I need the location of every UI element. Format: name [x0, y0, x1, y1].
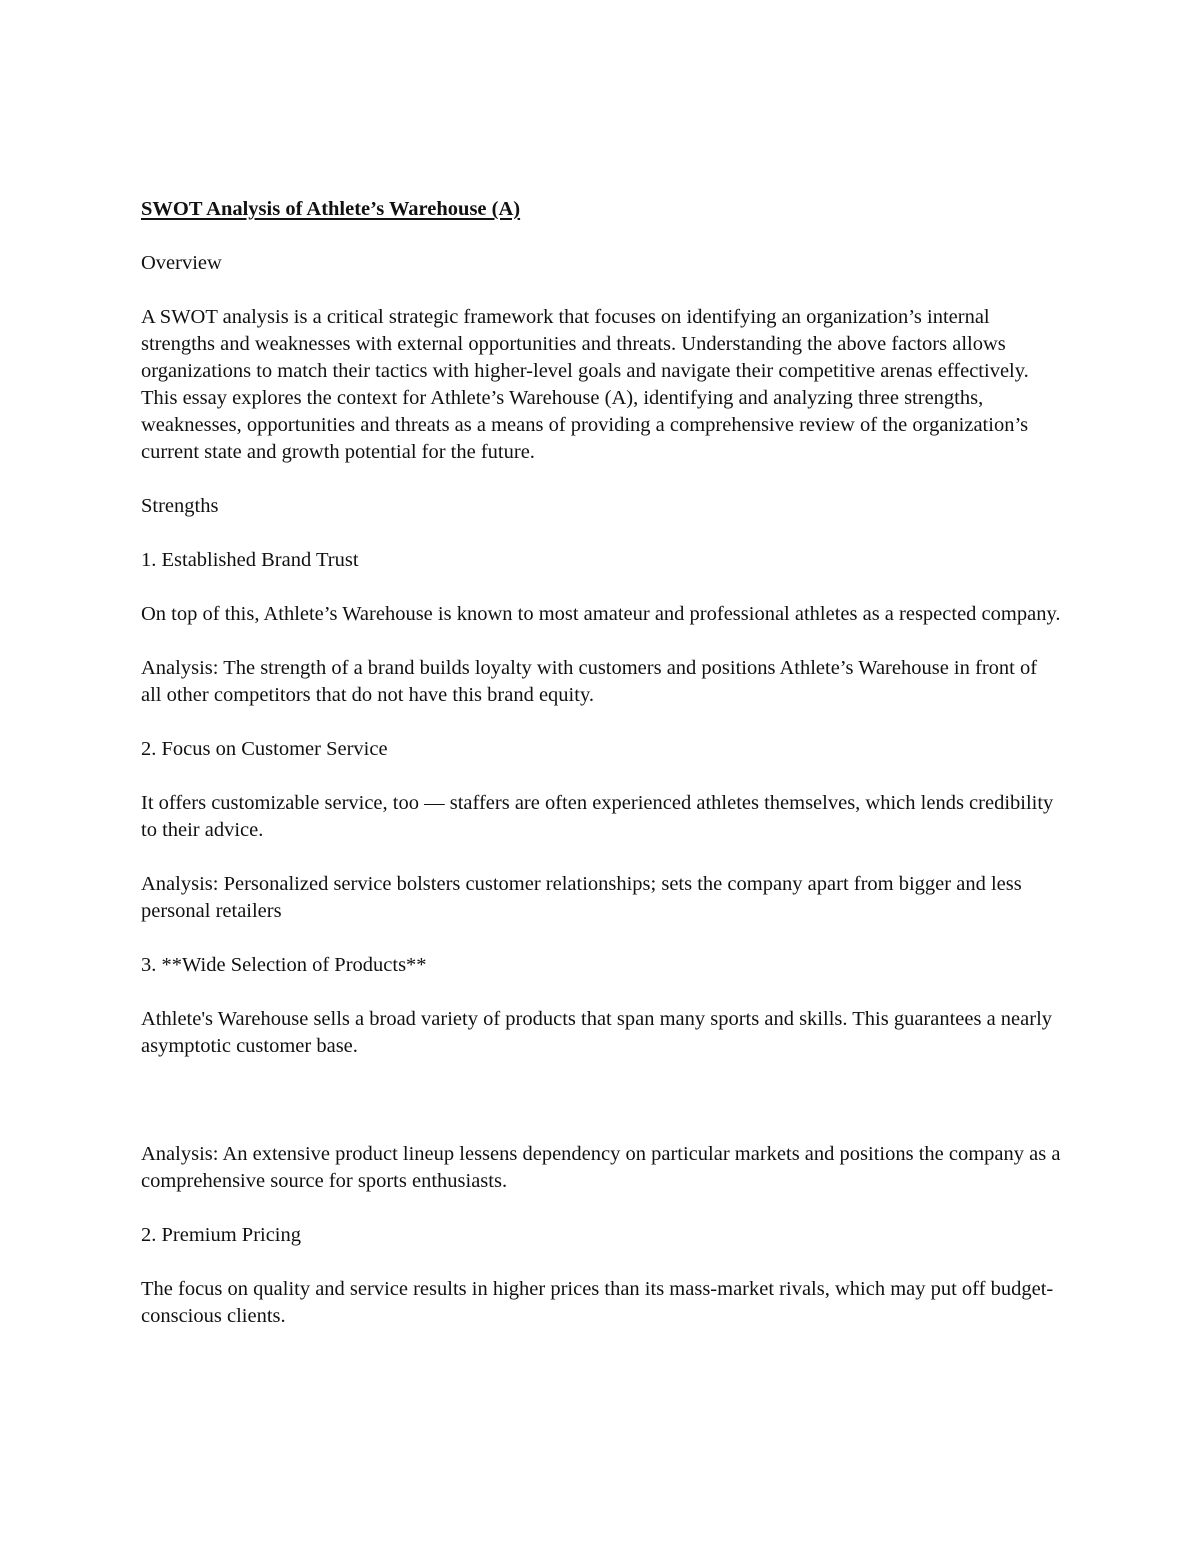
strengths-heading: Strengths	[141, 495, 219, 517]
item-heading-customer-service: 2. Focus on Customer Service	[141, 738, 388, 760]
overview-heading: Overview	[141, 252, 222, 274]
item-description-brand-trust: On top of this, Athlete’s Warehouse is known to most amateur and professional athletes as a respected company.	[141, 603, 1061, 625]
item-heading-product-selection: 3. **Wide Selection of Products**	[141, 954, 427, 976]
item-analysis-customer-service: Analysis: Personalized service bolsters customer relationships; sets the company apart from bigger and less personal retailers	[141, 873, 1022, 922]
item-heading-brand-trust: 1. Established Brand Trust	[141, 549, 359, 571]
item-heading-premium-pricing: 2. Premium Pricing	[141, 1224, 302, 1246]
item-description-customer-service: It offers customizable service, too — staffers are often experienced athletes themselves, which lends credibility to their advice.	[141, 792, 1054, 841]
document-body	[141, 196, 1061, 1357]
blank-space	[141, 1087, 1061, 1141]
item-description-premium-pricing: The focus on quality and service results in higher prices than its mass-market rivals, which may put off budget-conscious clients.	[141, 1278, 1054, 1327]
item-analysis-product-selection: Analysis: An extensive product lineup lessens dependency on particular markets and positions the company as a comprehensive source for sports enthusiasts.	[141, 1143, 1061, 1192]
item-analysis-brand-trust: Analysis: The strength of a brand builds loyalty with customers and positions Athlete’s Warehouse in front of all other competitors that do not have this brand equity.	[141, 657, 1038, 706]
item-description-product-selection: Athlete's Warehouse sells a broad variety of products that span many sports and skills. This guarantees a nearly asymptotic customer base.	[141, 1008, 1053, 1057]
overview-paragraph: A SWOT analysis is a critical strategic framework that focuses on identifying an organization’s internal strengths and weaknesses with external opportunities and threats. Understanding the above factors allows organizations to match their tactics with higher-level goals and navigate their competitive arenas effectively. This essay explores the context for Athlete’s Warehouse (A), identifying and analyzing three strengths, weaknesses, opportunities and threats as a means of providing a comprehensive review of the organization’s current state and growth potential for the future.	[141, 306, 1029, 463]
document-title: SWOT Analysis of Athlete’s Warehouse (A)	[141, 198, 521, 220]
